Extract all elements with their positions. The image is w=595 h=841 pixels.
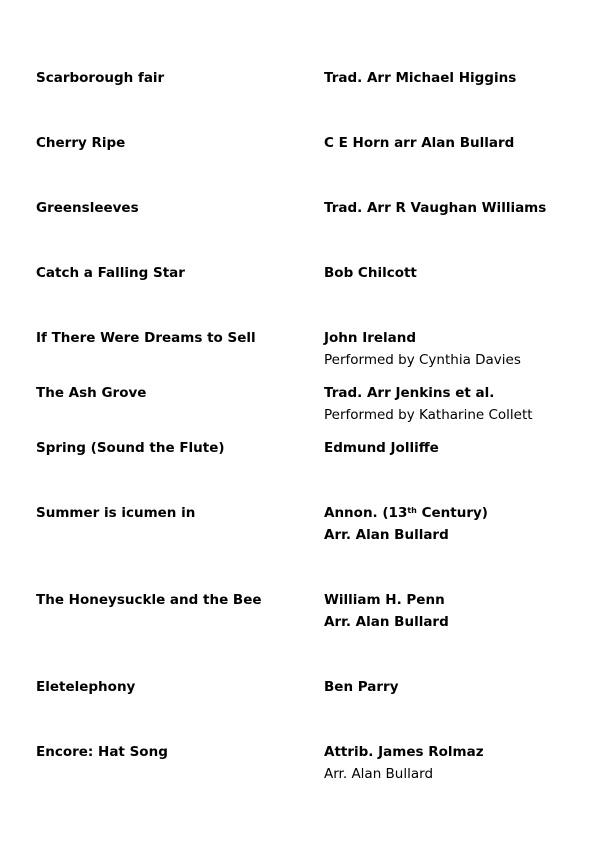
composer-superscript: th [407, 506, 417, 515]
song-title: Catch a Falling Star [36, 265, 185, 281]
song-credit [324, 135, 514, 152]
song-credit [324, 505, 488, 544]
performer-note: Performed by Katharine Collett [324, 407, 533, 423]
arranger-note: Arr. Alan Bullard [324, 766, 434, 782]
composer: Attrib. James Rolmaz [324, 744, 484, 760]
song-title: The Ash Grove [36, 385, 147, 401]
composer: Trad. Arr R Vaughan Williams [324, 200, 547, 216]
performer-note: Performed by Cynthia Davies [324, 352, 521, 368]
song-credit [324, 744, 484, 783]
song-credit [324, 592, 449, 631]
composer: Bob Chilcott [324, 265, 417, 281]
composer-text: Annon. (13 [324, 505, 408, 521]
song-title: Encore: Hat Song [36, 744, 168, 760]
song-title: Scarborough fair [36, 70, 165, 86]
composer: Trad. Arr Michael Higgins [324, 70, 517, 86]
song-credit [324, 330, 521, 369]
song-credit [324, 265, 417, 282]
song-title: Greensleeves [36, 200, 139, 216]
song-credit [324, 70, 516, 87]
composer: John Ireland [324, 330, 417, 346]
composer: C E Horn arr Alan Bullard [324, 135, 515, 151]
song-title: Spring (Sound the Flute) [36, 440, 225, 456]
song-credit [324, 679, 399, 696]
song-title: If There Were Dreams to Sell [36, 330, 256, 346]
composer-text-end: Century) [416, 505, 488, 521]
composer: Ben Parry [324, 679, 399, 695]
composer [324, 505, 488, 522]
composer: Trad. Arr Jenkins et al. [324, 385, 495, 401]
composer: William H. Penn [324, 592, 445, 608]
composer: Edmund Jolliffe [324, 440, 439, 456]
arranger: Arr. Alan Bullard [324, 614, 449, 630]
song-title: Cherry Ripe [36, 135, 126, 151]
song-title: Eletelephony [36, 679, 136, 695]
song-credit [324, 385, 533, 424]
arranger: Arr. Alan Bullard [324, 527, 449, 543]
song-credit [324, 440, 439, 457]
song-title: The Honeysuckle and the Bee [36, 592, 262, 608]
song-title: Summer is icumen in [36, 505, 196, 521]
song-credit [324, 200, 546, 217]
